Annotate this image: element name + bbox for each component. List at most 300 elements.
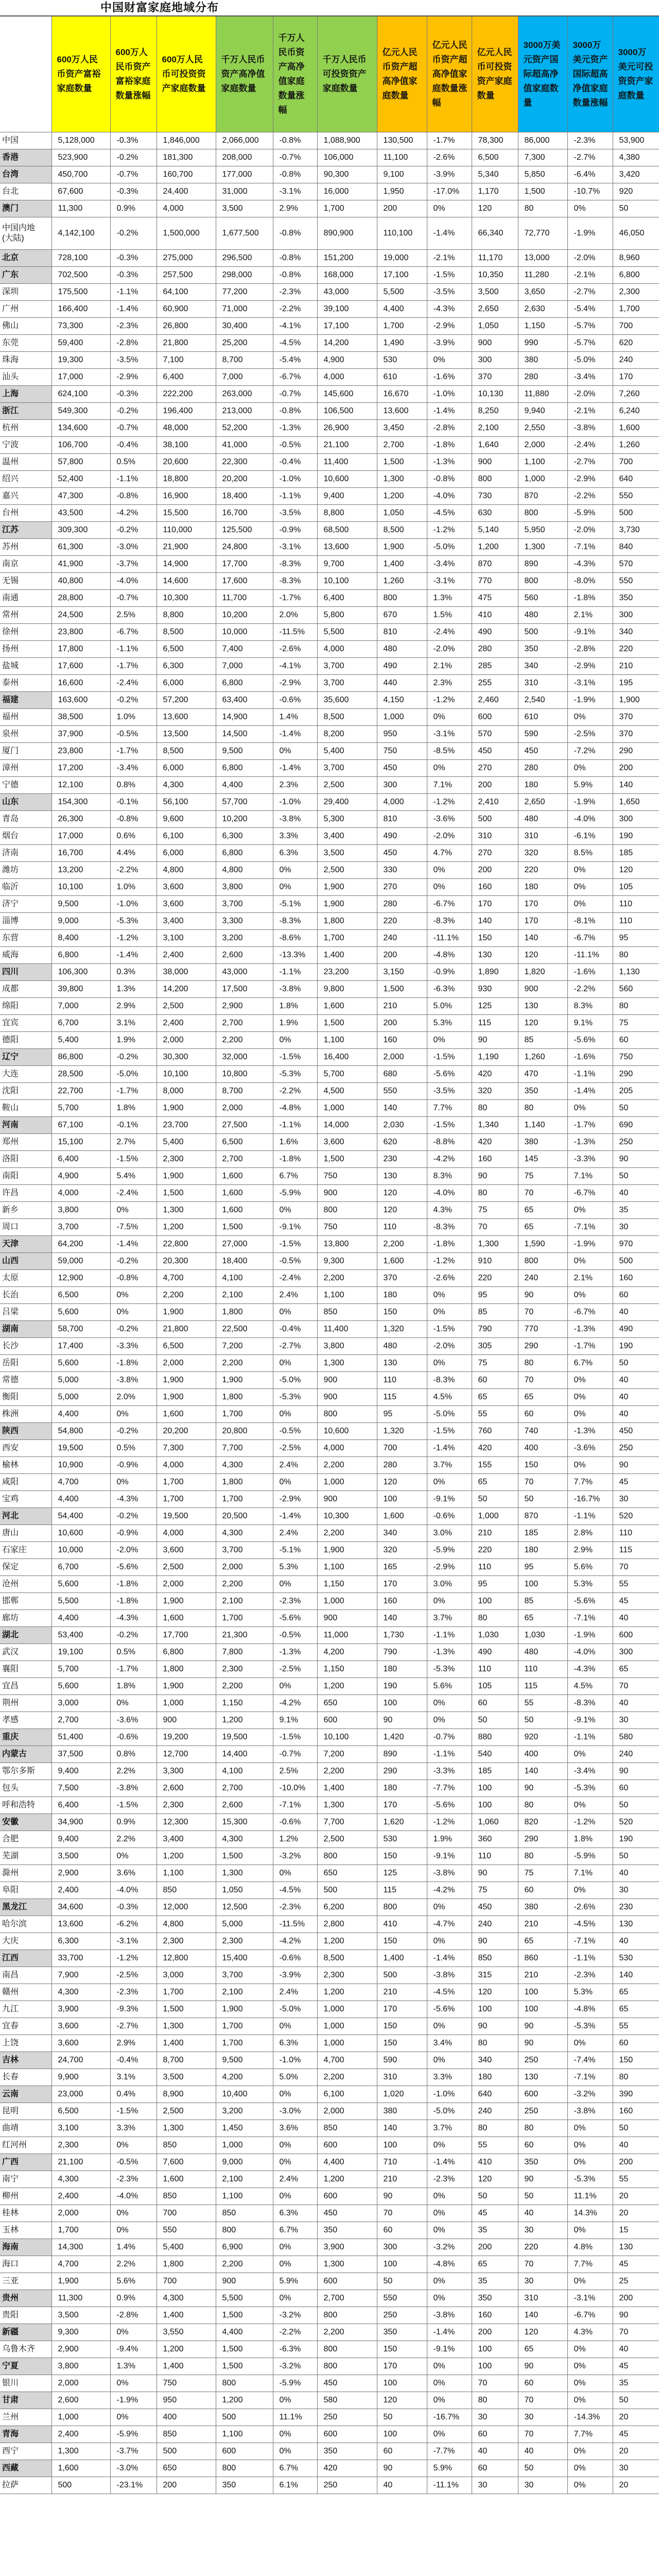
cell-col-1: 54,400	[51, 1508, 110, 1525]
table-row	[0, 1083, 659, 1100]
cell-col-8: 0%	[427, 760, 472, 777]
cell-col-7: 280	[377, 896, 427, 913]
cell-col-5: -2.6%	[273, 641, 317, 658]
cell-col-9: 305	[472, 1338, 518, 1355]
cell-col-10: 120	[518, 1015, 567, 1032]
cell-col-12: 520	[613, 1814, 659, 1831]
region-name: 襄阳	[0, 1661, 51, 1678]
cell-col-11: -8.0%	[567, 573, 613, 590]
cell-col-4: 2,100	[216, 1287, 273, 1304]
cell-col-11: -5.7%	[567, 318, 613, 335]
cell-col-10: 470	[518, 1066, 567, 1083]
cell-col-5: 0%	[273, 2154, 317, 2171]
cell-col-12: 45	[613, 2256, 659, 2273]
cell-col-8: -4.8%	[427, 2256, 472, 2273]
cell-col-9: 75	[472, 1202, 518, 1219]
cell-col-5: -4.8%	[273, 1100, 317, 1117]
cell-col-10: 70	[518, 2426, 567, 2443]
cell-col-1: 3,800	[51, 2358, 110, 2375]
cell-col-10: 185	[518, 1525, 567, 1542]
cell-col-12: 640	[613, 471, 659, 488]
table-row	[0, 1967, 659, 1984]
cell-col-1: 6,700	[51, 1559, 110, 1576]
cell-col-8: 0%	[427, 2290, 472, 2307]
cell-col-6: 800	[317, 1406, 377, 1423]
region-name: 上海	[0, 386, 51, 403]
region-name: 银川	[0, 2375, 51, 2392]
cell-col-8: -1.5%	[427, 1049, 472, 1066]
region-name: 山东	[0, 794, 51, 811]
cell-col-8: 4.3%	[427, 1202, 472, 1219]
cell-col-11: 0%	[567, 862, 613, 879]
cell-col-5: 0%	[273, 862, 317, 879]
cell-col-6: 35,600	[317, 692, 377, 709]
cell-col-1: 64,200	[51, 1236, 110, 1253]
table-row	[0, 1287, 659, 1304]
region-name: 曲靖	[0, 2120, 51, 2137]
cell-col-2: -2.4%	[110, 675, 157, 692]
cell-col-2: 0%	[110, 2222, 157, 2239]
table-row	[0, 1015, 659, 1032]
cell-col-5: 0%	[273, 2290, 317, 2307]
cell-col-2: -4.3%	[110, 1491, 157, 1508]
cell-col-5: -5.1%	[273, 896, 317, 913]
cell-col-11: 0%	[567, 2375, 613, 2392]
cell-col-3: 6,000	[157, 845, 216, 862]
cell-col-3: 1,600	[157, 2171, 216, 2188]
region-name: 广西	[0, 2154, 51, 2171]
cell-col-9: 1,200	[472, 539, 518, 556]
cell-col-12: 450	[613, 1423, 659, 1440]
region-name: 邯郸	[0, 1593, 51, 1610]
cell-col-1: 5,500	[51, 1593, 110, 1610]
cell-col-2: -0.3%	[110, 132, 157, 149]
cell-col-10: 210	[518, 1916, 567, 1933]
cell-col-2: -5.3%	[110, 913, 157, 930]
cell-col-7: 440	[377, 675, 427, 692]
cell-col-9: 55	[472, 1406, 518, 1423]
cell-col-8: 2.1%	[427, 658, 472, 675]
cell-col-10: 90	[518, 1287, 567, 1304]
region-name: 咸阳	[0, 1474, 51, 1491]
cell-col-7: 140	[377, 1610, 427, 1627]
cell-col-2: 1.0%	[110, 879, 157, 896]
cell-col-12: 105	[613, 879, 659, 896]
cell-col-12: 550	[613, 488, 659, 505]
region-name: 泰州	[0, 675, 51, 692]
cell-col-12: 60	[613, 1032, 659, 1049]
cell-col-12: 20	[613, 2205, 659, 2222]
cell-col-11: 0%	[567, 1389, 613, 1406]
cell-col-1: 106,300	[51, 964, 110, 981]
table-row	[0, 2239, 659, 2256]
region-name: 新疆	[0, 2324, 51, 2341]
table-row	[0, 1882, 659, 1899]
cell-col-10: 320	[518, 845, 567, 862]
cell-col-2: -0.5%	[110, 2154, 157, 2171]
cell-col-3: 1,500	[157, 1185, 216, 1202]
cell-col-6: 900	[317, 1610, 377, 1627]
table-row	[0, 403, 659, 420]
cell-col-4: 1,100	[216, 2426, 273, 2443]
cell-col-11: 0%	[567, 2392, 613, 2409]
cell-col-11: -1.9%	[567, 692, 613, 709]
cell-col-4: 1,700	[216, 1406, 273, 1423]
region-name: 嘉兴	[0, 488, 51, 505]
cell-col-4: 6,800	[216, 760, 273, 777]
cell-col-12: 920	[613, 183, 659, 200]
cell-col-9: 90	[472, 1032, 518, 1049]
cell-col-11: -2.2%	[567, 488, 613, 505]
cell-col-8: 7.7%	[427, 1100, 472, 1117]
cell-col-9: 790	[472, 1321, 518, 1338]
cell-col-10: 110	[518, 1661, 567, 1678]
cell-col-11: -6.7%	[567, 930, 613, 947]
cell-col-8: 0%	[427, 2358, 472, 2375]
cell-col-3: 4,700	[157, 1270, 216, 1287]
cell-col-11: 0%	[567, 2137, 613, 2154]
table-row	[0, 1168, 659, 1185]
cell-col-8: -2.1%	[427, 250, 472, 267]
region-name: 周口	[0, 1219, 51, 1236]
cell-col-6: 106,000	[317, 149, 377, 166]
cell-col-9: 150	[472, 930, 518, 947]
cell-col-5: 6.7%	[273, 2460, 317, 2477]
cell-col-7: 160	[377, 1593, 427, 1610]
cell-col-9: 270	[472, 845, 518, 862]
cell-col-5: 2.3%	[273, 777, 317, 794]
cell-col-2: 0.9%	[110, 2290, 157, 2307]
cell-col-1: 1,700	[51, 2222, 110, 2239]
cell-col-7: 1,950	[377, 183, 427, 200]
cell-col-2: -1.5%	[110, 1797, 157, 1814]
cell-col-7: 4,000	[377, 794, 427, 811]
cell-col-12: 65	[613, 1984, 659, 2001]
cell-col-4: 125,500	[216, 522, 273, 539]
cell-col-5: 2.4%	[273, 1287, 317, 1304]
cell-col-11: -14.3%	[567, 2409, 613, 2426]
cell-col-12: 240	[613, 1746, 659, 1763]
cell-col-6: 2,800	[317, 1916, 377, 1933]
table-row	[0, 1916, 659, 1933]
table-row	[0, 726, 659, 743]
cell-col-3: 3,600	[157, 896, 216, 913]
cell-col-5: -0.4%	[273, 1321, 317, 1338]
cell-col-2: -1.2%	[110, 930, 157, 947]
cell-col-6: 2,500	[317, 777, 377, 794]
cell-col-10: 65	[518, 1610, 567, 1627]
cell-col-2: 1.8%	[110, 1100, 157, 1117]
cell-col-1: 5,400	[51, 1032, 110, 1049]
cell-col-3: 19,200	[157, 1729, 216, 1746]
cell-col-8: 0%	[427, 1032, 472, 1049]
cell-col-7: 890	[377, 1746, 427, 1763]
cell-col-6: 168,000	[317, 267, 377, 284]
cell-col-5: 0%	[273, 1202, 317, 1219]
cell-col-1: 14,300	[51, 2239, 110, 2256]
cell-col-6: 11,000	[317, 1627, 377, 1644]
cell-col-10: 90	[518, 1780, 567, 1797]
cell-col-11: -2.9%	[567, 471, 613, 488]
cell-col-12: 20	[613, 2443, 659, 2460]
cell-col-5: -4.1%	[273, 318, 317, 335]
cell-col-5: -3.5%	[273, 505, 317, 522]
region-name: 成都	[0, 981, 51, 998]
cell-col-5: 6.7%	[273, 2222, 317, 2239]
cell-col-11: -16.7%	[567, 1491, 613, 1508]
cell-col-3: 257,500	[157, 267, 216, 284]
cell-col-12: 570	[613, 556, 659, 573]
cell-col-11: -5.0%	[567, 352, 613, 369]
cell-col-2: -1.7%	[110, 658, 157, 675]
cell-col-6: 17,100	[317, 318, 377, 335]
cell-col-8: 3.7%	[427, 1610, 472, 1627]
table-row	[0, 2324, 659, 2341]
cell-col-8: -3.6%	[427, 811, 472, 828]
cell-col-7: 1,500	[377, 454, 427, 471]
cell-col-2: 1.9%	[110, 1032, 157, 1049]
cell-col-5: 0%	[273, 879, 317, 896]
region-name: 宜宾	[0, 1015, 51, 1032]
cell-col-1: 10,100	[51, 879, 110, 896]
cell-col-6: 1,300	[317, 2256, 377, 2273]
cell-col-10: 70	[518, 1372, 567, 1389]
cell-col-11: -8.1%	[567, 913, 613, 930]
cell-col-8: -2.3%	[427, 2171, 472, 2188]
cell-col-2: -0.4%	[110, 2052, 157, 2069]
region-name: 温州	[0, 454, 51, 471]
cell-col-1: 3,600	[51, 2035, 110, 2052]
cell-col-1: 5,700	[51, 1100, 110, 1117]
table-row	[0, 1576, 659, 1593]
cell-col-2: -1.9%	[110, 2392, 157, 2409]
cell-col-7: 150	[377, 1304, 427, 1321]
cell-col-3: 60,900	[157, 301, 216, 318]
cell-col-9: 2,100	[472, 420, 518, 437]
cell-col-7: 1,600	[377, 1253, 427, 1270]
cell-col-8: 1.5%	[427, 607, 472, 624]
table-row	[0, 1797, 659, 1814]
cell-col-3: 850	[157, 2426, 216, 2443]
cell-col-1: 4,300	[51, 2171, 110, 2188]
cell-col-9: 220	[472, 1542, 518, 1559]
cell-col-3: 5,400	[157, 2239, 216, 2256]
cell-col-9: 100	[472, 1797, 518, 1814]
region-name: 太原	[0, 1270, 51, 1287]
cell-col-1: 26,300	[51, 811, 110, 828]
cell-col-8: 0%	[427, 1304, 472, 1321]
cell-col-3: 1,600	[157, 1406, 216, 1423]
cell-col-12: 500	[613, 505, 659, 522]
cell-col-9: 80	[472, 1610, 518, 1627]
region-name: 广东	[0, 267, 51, 284]
cell-col-5: -5.3%	[273, 1389, 317, 1406]
cell-col-1: 73,300	[51, 318, 110, 335]
header-col-12: 3000万美元可投资资产家庭数量	[613, 16, 659, 132]
cell-col-8: -2.0%	[427, 828, 472, 845]
cell-col-12: 50	[613, 1848, 659, 1865]
cell-col-1: 4,142,100	[51, 217, 110, 250]
cell-col-7: 110,100	[377, 217, 427, 250]
cell-col-7: 380	[377, 2103, 427, 2120]
cell-col-3: 6,100	[157, 828, 216, 845]
cell-col-8: 0%	[427, 1474, 472, 1491]
cell-col-4: 19,500	[216, 1729, 273, 1746]
cell-col-6: 11,400	[317, 1321, 377, 1338]
cell-col-7: 60	[377, 2443, 427, 2460]
cell-col-6: 2,300	[317, 1967, 377, 1984]
cell-col-2: -0.5%	[110, 726, 157, 743]
cell-col-8: -1.4%	[427, 1950, 472, 1967]
cell-col-10: 13,000	[518, 250, 567, 267]
cell-col-4: 17,500	[216, 981, 273, 998]
cell-col-7: 100	[377, 2137, 427, 2154]
table-row	[0, 828, 659, 845]
table-row	[0, 709, 659, 726]
table-row	[0, 2069, 659, 2086]
cell-col-6: 1,300	[317, 1355, 377, 1372]
cell-col-6: 1,000	[317, 1593, 377, 1610]
cell-col-10: 2,550	[518, 420, 567, 437]
cell-col-11: -3.3%	[567, 1151, 613, 1168]
table-row	[0, 760, 659, 777]
cell-col-2: 5.4%	[110, 1168, 157, 1185]
cell-col-1: 154,300	[51, 794, 110, 811]
cell-col-3: 4,300	[157, 777, 216, 794]
cell-col-3: 500	[157, 2443, 216, 2460]
cell-col-4: 10,000	[216, 624, 273, 641]
cell-col-7: 180	[377, 1780, 427, 1797]
table-row	[0, 1508, 659, 1525]
cell-col-7: 95	[377, 1406, 427, 1423]
cell-col-9: 90	[472, 1865, 518, 1882]
cell-col-1: 2,900	[51, 1865, 110, 1882]
cell-col-11: -11.1%	[567, 947, 613, 964]
cell-col-5: 3.6%	[273, 2120, 317, 2137]
cell-col-4: 2,100	[216, 2171, 273, 2188]
cell-col-1: 17,000	[51, 828, 110, 845]
cell-col-10: 800	[518, 505, 567, 522]
cell-col-5: -3.2%	[273, 2307, 317, 2324]
cell-col-12: 140	[613, 777, 659, 794]
table-row	[0, 149, 659, 166]
cell-col-2: -1.8%	[110, 1593, 157, 1610]
cell-col-7: 110	[377, 1219, 427, 1236]
cell-col-6: 29,400	[317, 794, 377, 811]
cell-col-4: 1,500	[216, 1219, 273, 1236]
cell-col-5: -1.3%	[273, 420, 317, 437]
cell-col-2: -0.2%	[110, 1508, 157, 1525]
cell-col-5: -0.8%	[273, 217, 317, 250]
cell-col-1: 3,700	[51, 1219, 110, 1236]
cell-col-11: -2.7%	[567, 284, 613, 301]
table-row	[0, 420, 659, 437]
cell-col-6: 151,200	[317, 250, 377, 267]
cell-col-4: 41,000	[216, 437, 273, 454]
cell-col-6: 250	[317, 2409, 377, 2426]
region-name: 哈尔滨	[0, 1916, 51, 1933]
cell-col-6: 3,700	[317, 675, 377, 692]
cell-col-2: -0.2%	[110, 149, 157, 166]
cell-col-4: 10,400	[216, 2086, 273, 2103]
cell-col-7: 100	[377, 2426, 427, 2443]
cell-col-7: 300	[377, 777, 427, 794]
cell-col-12: 560	[613, 981, 659, 998]
cell-col-11: 9.1%	[567, 1015, 613, 1032]
table-row	[0, 1304, 659, 1321]
cell-col-2: -0.2%	[110, 1627, 157, 1644]
cell-col-10: 1,150	[518, 318, 567, 335]
cell-col-1: 6,800	[51, 947, 110, 964]
cell-col-12: 500	[613, 1253, 659, 1270]
cell-col-4: 2,200	[216, 1355, 273, 1372]
cell-col-1: 3,100	[51, 2120, 110, 2137]
cell-col-12: 600	[613, 1627, 659, 1644]
cell-col-5: -4.2%	[273, 1695, 317, 1712]
cell-col-12: 250	[613, 1440, 659, 1457]
cell-col-2: -9.4%	[110, 2341, 157, 2358]
cell-col-9: 870	[472, 556, 518, 573]
cell-col-2: -0.3%	[110, 1899, 157, 1916]
cell-col-2: 0%	[110, 1474, 157, 1491]
cell-col-12: 300	[613, 607, 659, 624]
cell-col-9: 95	[472, 1287, 518, 1304]
cell-col-3: 4,000	[157, 1457, 216, 1474]
cell-col-10: 250	[518, 2052, 567, 2069]
cell-col-8: 3.0%	[427, 1576, 472, 1593]
table-row	[0, 488, 659, 505]
cell-col-9: 50	[472, 1491, 518, 1508]
cell-col-7: 170	[377, 1797, 427, 1814]
cell-col-2: 1.0%	[110, 709, 157, 726]
cell-col-9: 5,340	[472, 166, 518, 183]
cell-col-8: -1.2%	[427, 794, 472, 811]
cell-col-7: 490	[377, 828, 427, 845]
cell-col-3: 12,700	[157, 1746, 216, 1763]
cell-col-2: -0.1%	[110, 794, 157, 811]
cell-col-4: 17,700	[216, 556, 273, 573]
region-name: 合肥	[0, 1831, 51, 1848]
cell-col-3: 1,700	[157, 1984, 216, 2001]
table-row	[0, 217, 659, 250]
cell-col-12: 40	[613, 1185, 659, 1202]
cell-col-7: 250	[377, 2307, 427, 2324]
region-name: 南通	[0, 590, 51, 607]
cell-col-8: -2.6%	[427, 1270, 472, 1287]
cell-col-7: 115	[377, 1389, 427, 1406]
cell-col-2: -1.0%	[110, 896, 157, 913]
table-row	[0, 2018, 659, 2035]
cell-col-4: 32,000	[216, 1049, 273, 1066]
cell-col-8: 0%	[427, 2188, 472, 2205]
cell-col-3: 2,000	[157, 1032, 216, 1049]
cell-col-3: 19,500	[157, 1508, 216, 1525]
cell-col-7: 1,320	[377, 1321, 427, 1338]
cell-col-5: -11.5%	[273, 624, 317, 641]
table-row	[0, 1457, 659, 1474]
cell-col-12: 40	[613, 1406, 659, 1423]
cell-col-1: 2,300	[51, 2137, 110, 2154]
cell-col-11: 8.3%	[567, 998, 613, 1015]
region-name: 沈阳	[0, 1083, 51, 1100]
cell-col-1: 175,500	[51, 284, 110, 301]
cell-col-1: 1,300	[51, 2443, 110, 2460]
cell-col-4: 1,300	[216, 1865, 273, 1882]
table-row	[0, 913, 659, 930]
cell-col-7: 800	[377, 1899, 427, 1916]
cell-col-4: 1,700	[216, 1491, 273, 1508]
cell-col-11: 8.5%	[567, 845, 613, 862]
